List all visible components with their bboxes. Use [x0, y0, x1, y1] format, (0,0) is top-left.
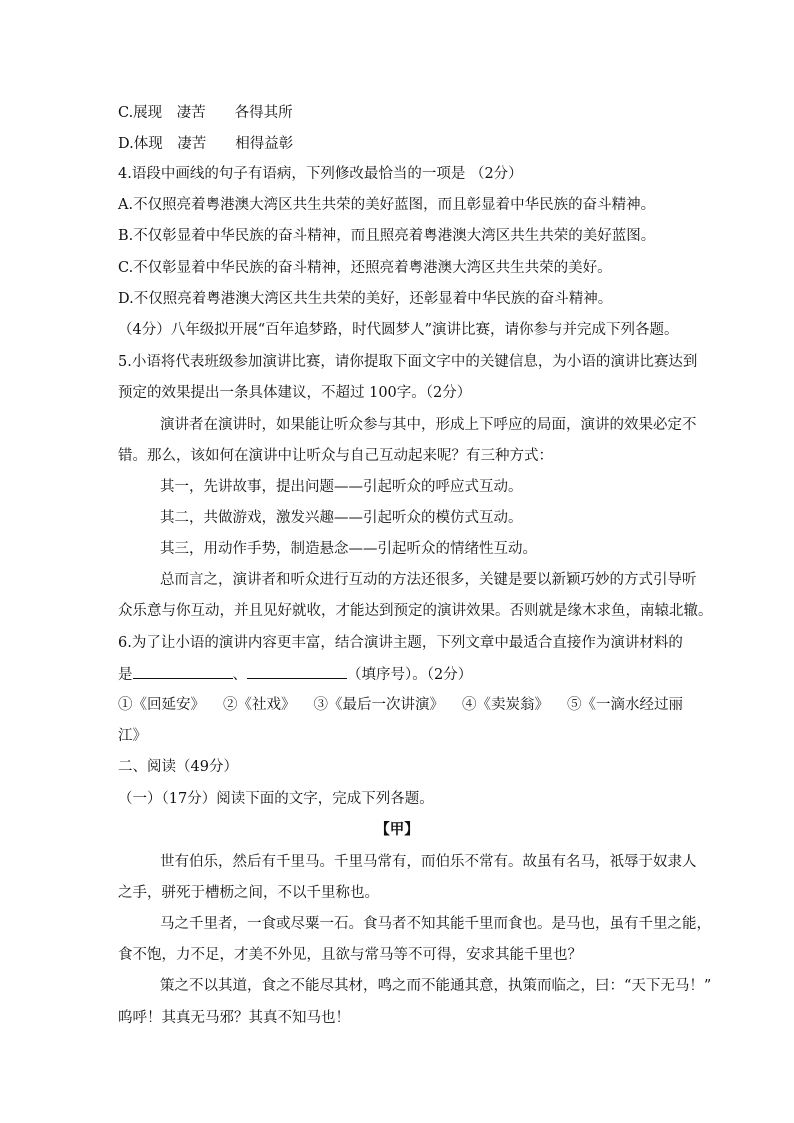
- question-5-line-2: 预定的效果提出一条具体建议，不超过 100字。（2分）: [118, 385, 472, 401]
- choice-1: ①《回延安》: [118, 697, 205, 713]
- choice-5-continued: 江》: [118, 728, 147, 744]
- classical-text-para-1-line-2: 之手，骈死于槽枥之间，不以千里称也。: [118, 885, 379, 901]
- classical-text-para-2-line-2: 食不饱，力不足，才美不外见，且欲与常马等不可得，安求其能千里也？: [118, 947, 582, 963]
- choice-5: ⑤《一滴水经过丽: [567, 697, 683, 713]
- question-6-separator: 、: [232, 667, 247, 683]
- classical-text-para-2-line-1: 马之千里者，一食或尽粟一石。食马者不知其能千里而食也。是马也，虽有千里之能，: [160, 916, 711, 932]
- option-c-line: C.展现 凄苦 各得其所: [118, 105, 293, 121]
- question-5-line-1: 5.小语将代表班级参加演讲比赛，请你提取下面文字中的关键信息，为小语的演讲比赛达到: [118, 354, 698, 370]
- question-4-option-a: A.不仅照亮着粤港澳大湾区共生共荣的美好蓝图，而且彰显着中华民族的奋斗精神。: [118, 197, 656, 213]
- classical-text-para-3-line-1: 策之不以其道，食之不能尽其材，鸣之而不能通其意，执策而临之，曰：“天下无马！”: [160, 978, 712, 994]
- question-4-option-b: B.不仅彰显着中华民族的奋斗精神，而且照亮着粤港澳大湾区共生共荣的美好蓝图。: [118, 228, 656, 244]
- subsection-1-heading: （一）（17分）阅读下面的文字，完成下列各题。: [118, 791, 434, 807]
- question-6-line-2: [118, 664, 472, 685]
- choice-4: ④《卖炭翁》: [462, 697, 549, 713]
- question-4-option-c: C.不仅彰显着中华民族的奋斗精神，还照亮着粤港澳大湾区共生共荣的美好。: [118, 260, 612, 276]
- question-6-suffix: （填序号）。（2分）: [347, 667, 473, 683]
- passage-jia-title: 【甲】: [375, 821, 419, 838]
- question-4: 4.语段中画线的句子有语病，下列修改最恰当的一项是 （2分）: [118, 166, 523, 182]
- section-2-heading: 二、阅读（49分）: [118, 759, 238, 775]
- passage-para-5-line-2: 众乐意与你互动，并且见好就收，才能达到预定的演讲效果。否则就是缘木求鱼，南辕北辙。: [118, 603, 713, 619]
- passage-para-4: 其三，用动作手势，制造悬念——引起听众的情绪性互动。: [160, 541, 537, 557]
- question-6-line-1: 6.为了让小语的演讲内容更丰富，结合演讲主题，下列文章中最适合直接作为演讲材料的: [118, 635, 683, 651]
- passage-para-2: 其一，先讲故事，提出问题——引起听众的呼应式互动。: [160, 479, 523, 495]
- choice-2: ②《社戏》: [223, 697, 296, 713]
- question-6-prefix: 是: [118, 667, 133, 683]
- passage-para-3: 其二，共做游戏，激发兴趣——引起听众的模仿式互动。: [160, 510, 523, 526]
- answer-blank-2[interactable]: [247, 664, 347, 679]
- answer-blank-1[interactable]: [133, 664, 233, 679]
- option-d-line: D.体现 凄苦 相得益彰: [118, 136, 294, 152]
- question-4-option-d: D.不仅照亮着粤港澳大湾区共生共荣的美好，还彰显着中华民族的奋斗精神。: [118, 291, 613, 307]
- passage-para-1-line-2: 错。那么，该如何在演讲中让听众与自己互动起来呢？有三种方式：: [118, 448, 553, 464]
- classical-text-para-3-line-2: 呜呼！其真无马邪？其真不知马也！: [118, 1010, 350, 1026]
- classical-text-para-1-line-1: 世有伯乐，然后有千里马。千里马常有，而伯乐不常有。故虽有名马，祇辱于奴隶人: [160, 854, 697, 870]
- speech-intro: （4分）八年级拟开展“百年追梦路，时代圆梦人”演讲比赛，请你参与并完成下列各题。: [118, 322, 679, 338]
- passage-para-1-line-1: 演讲者在演讲时，如果能让听众参与其中，形成上下呼应的局面，演讲的效果必定不: [160, 417, 697, 433]
- choices-line: [118, 695, 683, 715]
- passage-para-5-line-1: 总而言之，演讲者和听众进行互动的方法还很多，关键是要以新颖巧妙的方式引导听: [160, 572, 697, 588]
- choice-3: ③《最后一次讲演》: [313, 697, 444, 713]
